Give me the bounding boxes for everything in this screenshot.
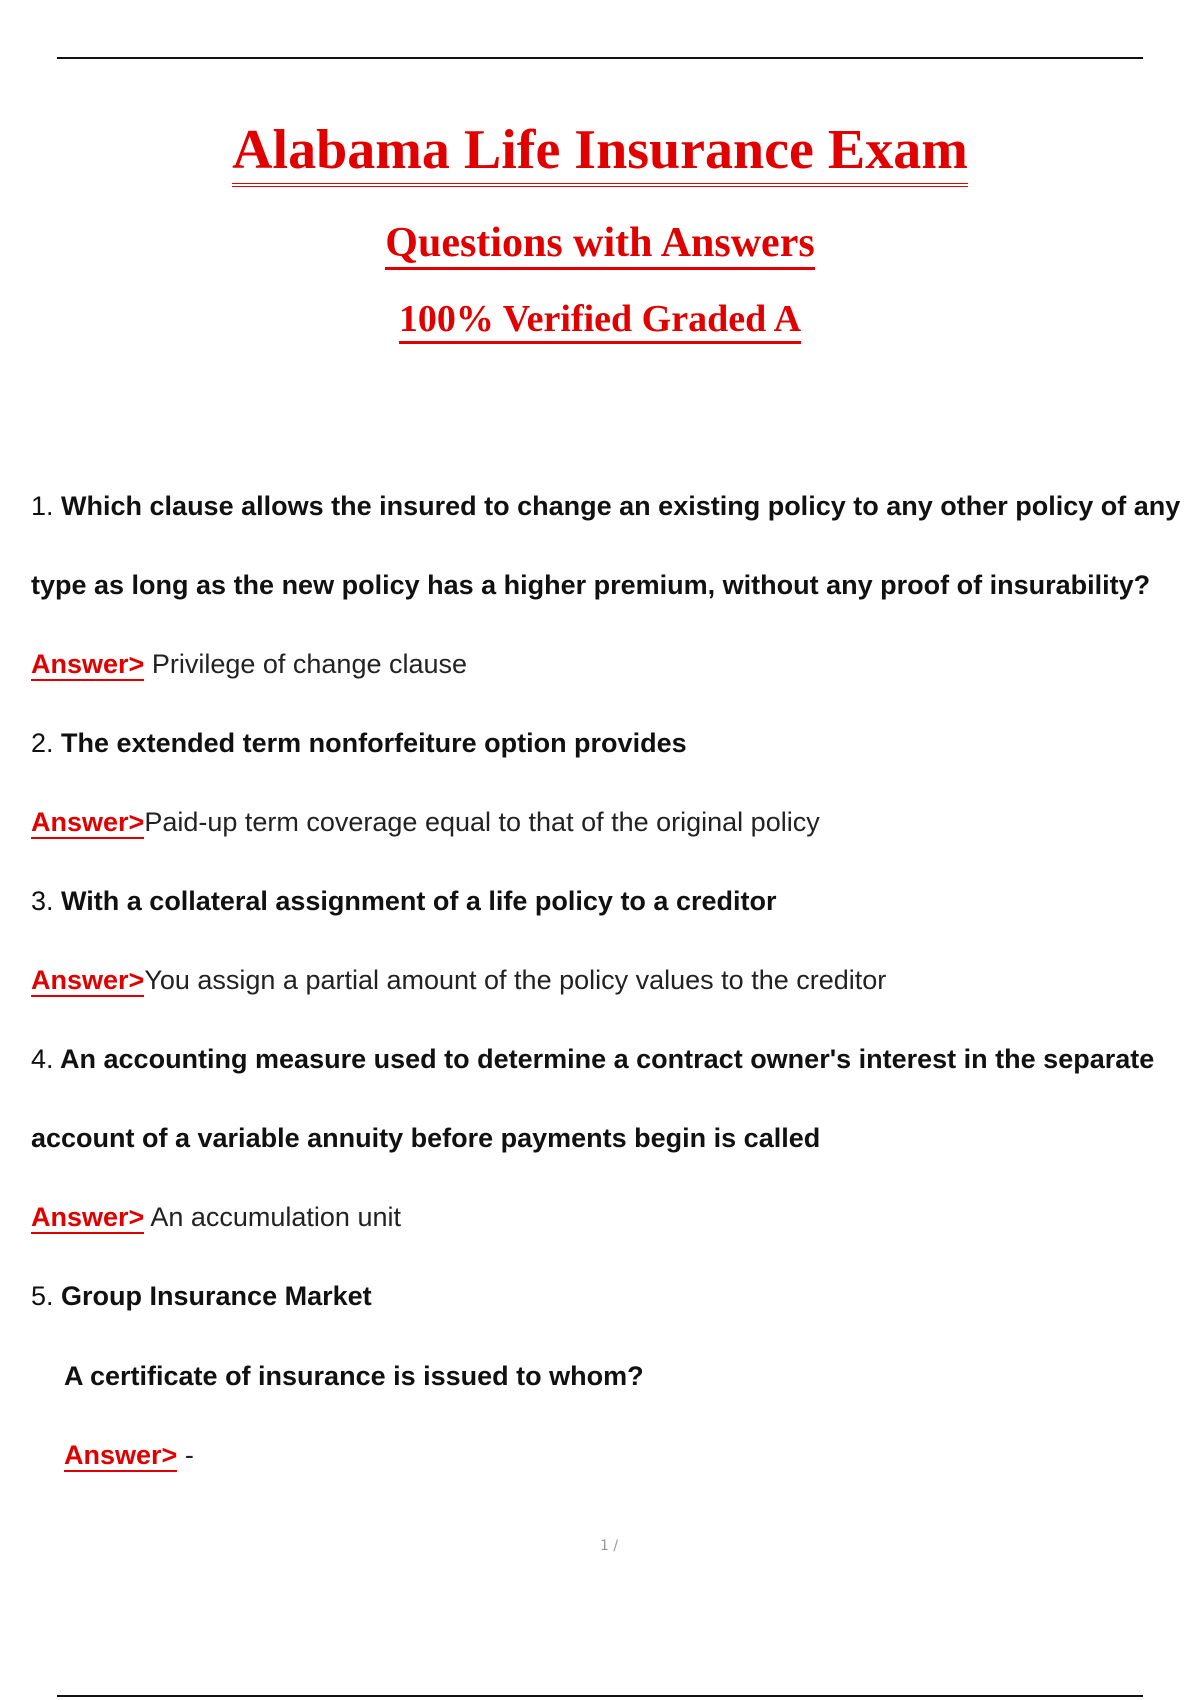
- answer-1-text: Privilege of change clause: [151, 649, 468, 679]
- question-4-text: An accounting measure used to determine a contract owner's interest in the separate: [60, 1044, 1155, 1074]
- question-2-text: The extended term nonforfeiture option provides: [61, 728, 687, 758]
- verified-note: 100% Verified Graded A: [0, 300, 1200, 338]
- answer-label: Answer>: [31, 807, 145, 837]
- answer-label: Answer>: [64, 1440, 178, 1470]
- document-subtitle: Questions with Answers: [0, 222, 1200, 264]
- answer-5-text: -: [184, 1440, 194, 1470]
- question-3: [31, 885, 776, 917]
- answer-5: [64, 1439, 194, 1471]
- document-title: Alabama Life Insurance Exam: [0, 122, 1200, 178]
- answer-1: [31, 648, 467, 680]
- top-rule: [57, 57, 1143, 59]
- answer-label: Answer>: [31, 1202, 145, 1232]
- question-4-line-1: [31, 1043, 1154, 1075]
- bottom-rule: [57, 1695, 1143, 1697]
- question-1-line-2: type as long as the new policy has a higher premium, without any proof of insurability?: [31, 570, 1151, 600]
- question-3-text: With a collateral assignment of a life policy to a creditor: [61, 886, 777, 916]
- question-4-number: 4.: [31, 1044, 54, 1074]
- question-3-number: 3.: [31, 886, 54, 916]
- answer-4-text: An accumulation unit: [150, 1202, 401, 1232]
- answer-2: [31, 806, 820, 838]
- answer-label: Answer>: [31, 965, 145, 995]
- question-1-number: 1.: [31, 491, 54, 521]
- question-5-subquestion: A certificate of insurance is issued to whom?: [64, 1361, 644, 1391]
- question-2-number: 2.: [31, 728, 54, 758]
- question-5-number: 5.: [31, 1281, 54, 1311]
- answer-2-text: Paid-up term coverage equal to that of the original policy: [144, 807, 820, 837]
- question-5-heading: [31, 1280, 372, 1312]
- question-4-line-2: account of a variable annuity before payments begin is called: [31, 1123, 821, 1153]
- answer-3: [31, 964, 886, 996]
- question-1-text: Which clause allows the insured to change an existing policy to any other policy of any: [61, 491, 1181, 521]
- answer-3-text: You assign a partial amount of the policy values to the creditor: [144, 965, 887, 995]
- question-2: [31, 727, 687, 759]
- answer-label: Answer>: [31, 649, 145, 679]
- answer-4: [31, 1201, 401, 1233]
- question-1-line-1: [31, 490, 1180, 522]
- question-5-text: Group Insurance Market: [61, 1281, 372, 1311]
- page-number: 1 /: [600, 1538, 619, 1554]
